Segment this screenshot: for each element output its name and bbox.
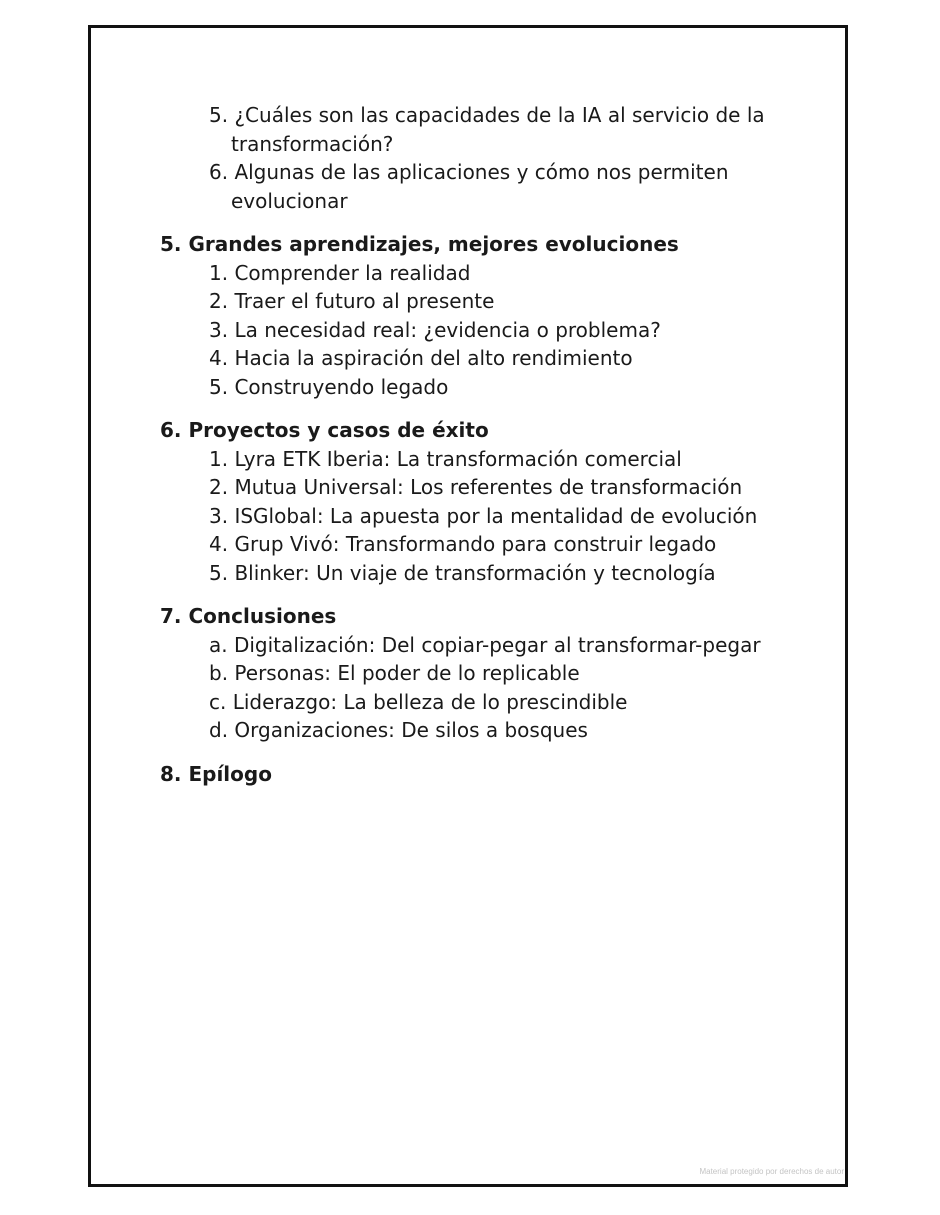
toc-item: 6. Algunas de las aplicaciones y cómo nos permiten evolucionar — [209, 160, 729, 213]
toc-item: d. Organizaciones: De silos a bosques — [209, 718, 588, 742]
toc-section — [160, 230, 800, 401]
toc-item: 3. ISGlobal: La apuesta por la mentalidad de evolución — [209, 503, 758, 528]
toc-item: a. Digitalización: Del copiar-pegar al transformar-pegar — [209, 632, 761, 657]
toc-section — [160, 760, 800, 789]
toc-item: 2. Traer el futuro al presente — [209, 289, 495, 313]
toc-item: 2. Mutua Universal: Los referentes de transformación — [209, 475, 743, 499]
toc-section — [160, 602, 800, 745]
section-title: 8. Epílogo — [160, 761, 272, 786]
toc-item: 5. Blinker: Un viaje de transformación y tecnología — [209, 560, 716, 585]
toc-item: 4. Grup Vivó: Transformando para construir legado — [209, 532, 717, 556]
toc-section — [160, 416, 800, 587]
section-title: 7. Conclusiones — [160, 604, 337, 628]
section-title: 5. Grandes aprendizajes, mejores evoluciones — [160, 232, 679, 256]
toc-item: 5. ¿Cuáles son las capacidades de la IA al servicio de la transformación? — [209, 103, 765, 156]
toc-item: b. Personas: El poder de lo replicable — [209, 661, 580, 685]
toc-item: 1. Lyra ETK Iberia: La transformación comercial — [209, 446, 682, 471]
toc-item: 5. Construyendo legado — [209, 374, 449, 399]
copyright-watermark: Material protegido por derechos de autor — [699, 1167, 844, 1176]
leading-items — [160, 101, 800, 215]
toc-item: 4. Hacia la aspiración del alto rendimiento — [209, 346, 633, 370]
toc-item: 1. Comprender la realidad — [209, 260, 471, 285]
table-of-contents — [160, 101, 800, 788]
section-title: 6. Proyectos y casos de éxito — [160, 418, 489, 442]
toc-item: 3. La necesidad real: ¿evidencia o problema? — [209, 317, 661, 342]
toc-item: c. Liderazgo: La belleza de lo prescindible — [209, 689, 628, 714]
